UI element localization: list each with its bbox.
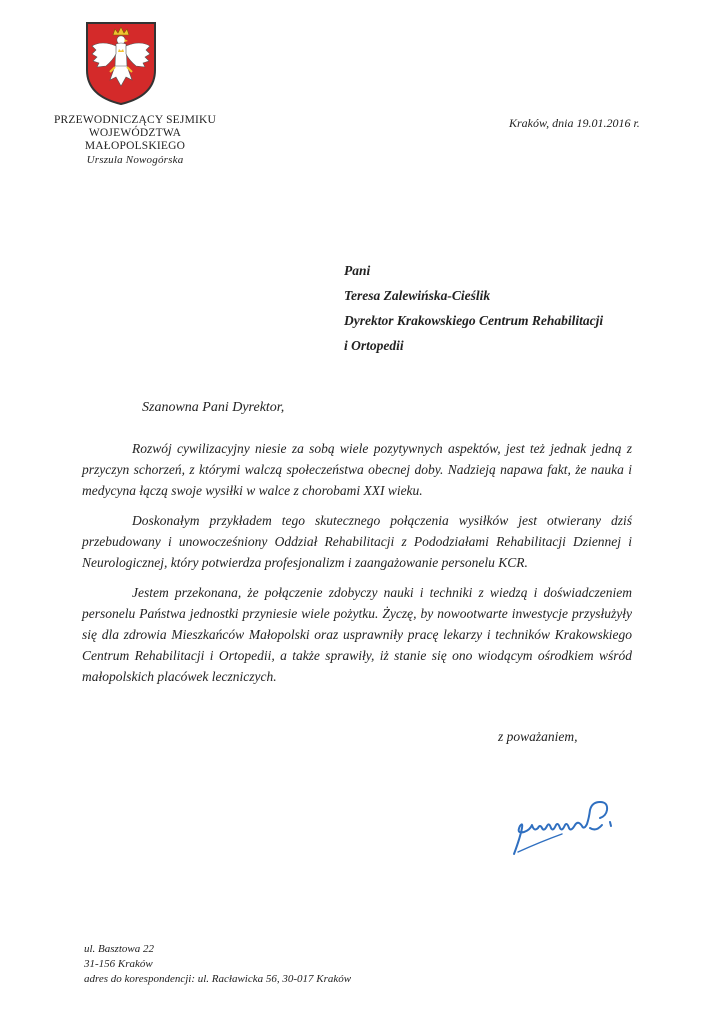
footer-address xyxy=(84,942,351,987)
body-paragraph-2: Doskonałym przykładem tego skutecznego połączenia wysiłków jest otwierany dziś przebudowany i unowocześniony Oddział Rehabilitacji z Pododziałami Rehabilitacji Dziennej i Neurologicznej, który potwierdza profesjonalizm i zaangażowanie personelu KCR. xyxy=(82,513,632,570)
sender-title-line3: MAŁOPOLSKIEGO xyxy=(84,140,186,152)
place-date: Kraków, dnia 19.01.2016 r. xyxy=(509,116,640,130)
recipient-line3: Dyrektor Krakowskiego Centrum Rehabilitacji xyxy=(344,313,604,328)
recipient-line1: Pani xyxy=(344,263,371,278)
footer-address-line2: 31-156 Kraków xyxy=(84,958,153,970)
malopolska-coat-of-arms-icon xyxy=(84,20,158,106)
salutation: Szanowna Pani Dyrektor, xyxy=(142,400,285,415)
recipient-line4: i Ortopedii xyxy=(344,338,404,353)
handwritten-signature-icon xyxy=(510,792,622,860)
body-paragraph-3: Jestem przekonana, że połączenie zdobyczy nauki i techniki z wiedzą i doświadczeniem personelu Państwa jednostki przyniesie wiele pożytku. Życzę, by nowootwarte inwestycje przysłużyły się dla zdrowia Mieszkańców Małopolski oraz usprawniły pracę lekarzy i techników Krakowskiego Centrum Rehabilitacji i Ortopedii, a także sprawiły, iż stanie się ono wiodącym ośrodkiem wśród małopolskich placówek leczniczych. xyxy=(82,585,632,684)
closing: z poważaniem, xyxy=(498,729,578,744)
footer-address-line1: ul. Basztowa 22 xyxy=(84,943,154,955)
sender-title-line2: WOJEWÓDZTWA xyxy=(88,127,182,139)
recipient-line2: Teresa Zalewińska-Cieślik xyxy=(344,288,491,303)
sender-name: Urszula Nowogórska xyxy=(86,154,184,166)
recipient-block xyxy=(344,258,603,358)
sender-title-line1: PRZEWODNICZĄCY SEJMIKU xyxy=(53,114,217,126)
sender-block xyxy=(30,114,240,167)
body-paragraph-1: Rozwój cywilizacyjny niesie za sobą wiele pozytywnych aspektów, jest też jednak jedną z przyczyn schorzeń, z którymi walczą społeczeństwa obecnej doby. Nadzieją napawa fakt, że nauka i medycyna łączą swoje wysiłki w walce z chorobami XXI wieku. xyxy=(82,441,632,498)
footer-address-line3: adres do korespondencji: ul. Racławicka 56, 30-017 Kraków xyxy=(84,973,352,985)
